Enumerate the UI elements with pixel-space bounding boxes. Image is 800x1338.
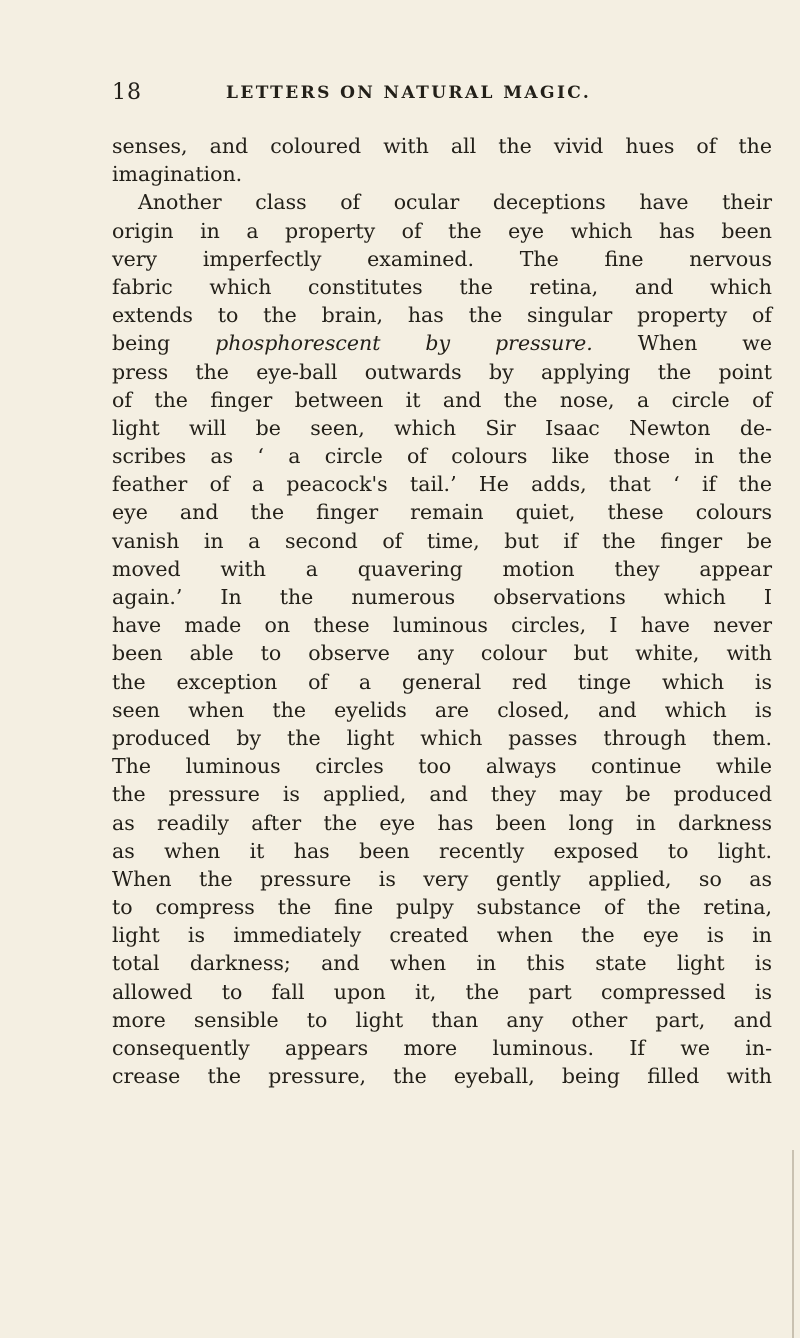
- text-line: very imperfectly examined. The fine nervous: [112, 246, 772, 271]
- italic-phrase: phosphorescent by pressure.: [215, 331, 593, 356]
- text-line: the exception of a general red tinge which is: [112, 669, 772, 694]
- text-line: [112, 329, 772, 357]
- text-line: The luminous circles too always continue while: [112, 754, 772, 779]
- text-line: seen when the eyelids are closed, and which is: [112, 697, 772, 722]
- paragraph-start-line: Another class of ocular deceptions have their: [138, 190, 772, 215]
- page-edge-shadow: [792, 1150, 794, 1338]
- text-line: to compress the fine pulpy substance of the retina,: [112, 895, 772, 920]
- text-line: more sensible to light than any other part, and: [112, 1007, 772, 1032]
- running-title: LETTERS ON NATURAL MAGIC.: [226, 83, 592, 103]
- text-line: moved with a quavering motion they appear: [112, 556, 772, 581]
- text-line: origin in a property of the eye which has been: [112, 218, 772, 243]
- text-line: allowed to fall upon it, the part compressed is: [112, 979, 772, 1004]
- text-line: the pressure is applied, and they may be produced: [112, 782, 772, 807]
- page-number: 18: [112, 80, 142, 105]
- text-line: have made on these luminous circles, I have never: [112, 613, 772, 638]
- text-line: consequently appears more luminous. If we in-: [112, 1036, 772, 1060]
- text-line: light will be seen, which Sir Isaac Newton de-: [112, 415, 772, 440]
- text-line: been able to observe any colour but white, with: [112, 641, 772, 666]
- text-line: feather of a peacock's tail.’ He adds, that ‘ if the: [112, 472, 772, 497]
- text-line: press the eye-ball outwards by applying the point: [112, 359, 772, 384]
- text-line: senses, and coloured with all the vivid hues of the: [112, 134, 772, 158]
- text-segment: being: [112, 331, 171, 356]
- text-line: eye and the finger remain quiet, these colours: [112, 500, 772, 525]
- body-text: [112, 132, 772, 1090]
- text-line: fabric which constitutes the retina, and which: [112, 274, 772, 299]
- text-line: vanish in a second of time, but if the finger be: [112, 528, 772, 553]
- text-line: light is immediately created when the eye is in: [112, 923, 772, 948]
- text-line: again.’ In the numerous observations which I: [112, 585, 772, 609]
- text-line: imagination.: [112, 162, 243, 187]
- text-line: total darkness; and when in this state light is: [112, 951, 772, 976]
- text-line: of the finger between it and the nose, a circle of: [112, 387, 772, 412]
- text-segment: When we: [637, 331, 772, 356]
- text-line: as readily after the eye has been long in darkness: [112, 810, 772, 835]
- text-line: as when it has been recently exposed to light.: [112, 838, 772, 863]
- text-line: When the pressure is very gently applied, so as: [112, 866, 772, 891]
- running-head: [112, 80, 752, 116]
- text-line: extends to the brain, has the singular property of: [112, 303, 772, 328]
- text-line: produced by the light which passes through them.: [112, 725, 772, 750]
- text-line: crease the pressure, the eyeball, being filled with: [112, 1064, 772, 1089]
- text-line: scribes as ‘ a circle of colours like those in the: [112, 444, 772, 469]
